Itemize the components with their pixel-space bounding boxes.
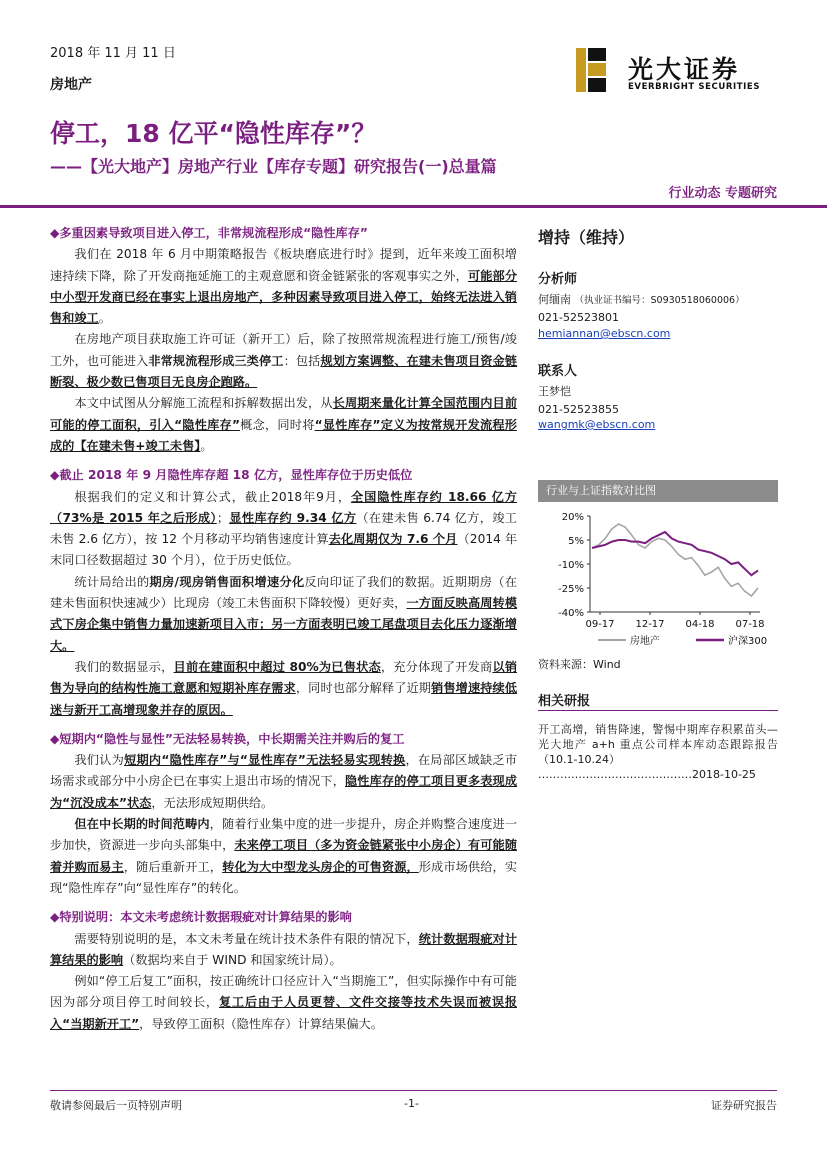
chart-source: 资料来源：Wind	[538, 658, 621, 671]
header-divider	[0, 205, 827, 208]
related-reports-heading: 相关研报	[538, 694, 591, 709]
contact-name: 王梦恺	[538, 385, 571, 398]
sector-label: 房地产	[50, 77, 92, 93]
analyst-cert: （执业证书编号：S0930518060006）	[574, 295, 745, 306]
x-tick-label: 04-18	[685, 619, 715, 630]
y-tick-label: 5%	[568, 536, 584, 547]
paragraph: 我们认为短期内“隐性库存”与“显性库存”无法轻易实现转换，在局部区域缺乏市场需求或部分中小房企已在事实上退出市场的情况下，隐性库存的停工项目更多表现成为“沉没成本”状态，无法形成短期供给。	[50, 753, 518, 810]
legend-label: 沪深300	[728, 636, 768, 647]
logo-text-cn: 光大证券	[628, 55, 741, 84]
diamond-bullet-icon: ◆	[50, 731, 60, 746]
y-tick-label: 20%	[561, 512, 584, 523]
analyst-line	[538, 293, 745, 308]
chart-title: 行业与上证指数对比图	[538, 480, 778, 502]
footer-doc-type: 证券研究报告	[711, 1099, 777, 1112]
legend-label: 房地产	[630, 636, 660, 647]
paragraph: 需要特别说明的是，本文未考量在统计技术条件有限的情况下，统计数据瑕疵对计算结果的影响（数据均来自于 WIND 和国家统计局）。	[50, 931, 518, 967]
y-tick-label: -10%	[558, 560, 584, 571]
y-tick-label: -25%	[558, 584, 584, 595]
x-tick-label: 09-17	[585, 619, 615, 630]
paragraph: 在房地产项目获取施工许可证（新开工）后，除了按照常规流程进行施工/预售/竣工外，也可能进入非常规流程形成三类停工：包括规划方案调整、在建未售项目资金链断裂、极少数已售项目无良房企跑路。	[50, 332, 518, 390]
contact-email-link[interactable]: wangmk@ebscn.com	[538, 418, 656, 431]
x-tick-label: 07-18	[735, 619, 765, 630]
everbright-logo	[576, 48, 776, 96]
section-heading: ◆多重因素导致项目进入停工，非常规流程形成“隐性库存”	[50, 226, 368, 240]
paragraph: 根据我们的定义和计算公式，截止2018年9月，全国隐性库存约 18.66 亿方（73%是 2015 年之后形成）；显性库存约 9.34 亿方（在建未售 6.74 亿方，竣工未售 2.6 亿方），按 12 个月移动平均销售速度计算去化周期仅为 7.6 个月（2014 年末同口径数据超过 30 个月），位于历史低位。	[50, 489, 518, 568]
comparison-chart	[538, 480, 778, 656]
section-heading: ◆短期内“隐性与显性”无法轻易转换，中长期需关注并购后的复工	[50, 731, 405, 746]
paragraph: 统计局给出的期房/现房销售面积增速分化反向印证了我们的数据。近期期房（在建未售面积快速减少）比现房（竣工未售面积下降较慢）更好卖，一方面反映高周转模式下房企集中销售力量加速新项目入市；另一方面表明已竣工尾盘项目去化压力逐渐增大。	[50, 574, 518, 653]
rating: 增持（维持）	[538, 228, 635, 247]
analyst-email-line	[538, 327, 670, 341]
logo-mark-icon	[576, 48, 606, 92]
paragraph: 我们的数据显示，目前在建面积中超过 80%为已售状态，充分体现了开发商以销售为导向的结构性施工意愿和短期补库存需求，同时也部分解释了近期销售增速持续低迷与新开工高增现象并存的原因。	[50, 659, 518, 717]
diamond-bullet-icon: ◆	[50, 226, 60, 240]
chart-svg	[538, 502, 778, 656]
series-line	[592, 532, 758, 575]
logo-text-en: EVERBRIGHT SECURITIES	[628, 82, 761, 92]
report-title: 停工，18 亿平“隐性库存”？	[50, 119, 377, 148]
paragraph: 我们在 2018 年 6 月中期策略报告《板块磨底进行时》提到，近年来竣工面积增速持续下降，除了开发商拖延施工的主观意愿和资金链紧张的客观事实之外，可能部分中小型开发商已经在事实上退出房地产，多种因素导致项目进入停工，始终无法进入销售和竣工。	[50, 247, 518, 326]
report-date: 2018 年 11 月 11 日	[50, 46, 176, 61]
related-divider	[538, 710, 778, 711]
related-report-date: ……………………………………2018-10-25	[538, 768, 756, 781]
report-subtitle: ——【光大地产】房地产行业【库存专题】研究报告(一)总量篇	[50, 157, 497, 176]
series-line	[592, 524, 758, 596]
diamond-bullet-icon: ◆	[50, 910, 60, 925]
section-heading: ◆特别说明：本文未考虑统计数据瑕疵对计算结果的影响	[50, 910, 352, 925]
analyst-name: 何缅南	[538, 293, 571, 306]
y-tick-label: -40%	[558, 608, 584, 619]
analyst-email-link[interactable]: hemiannan@ebscn.com	[538, 327, 671, 340]
contact-phone: 021-52523855	[538, 403, 619, 416]
footer-disclaimer: 敬请参阅最后一页特别声明	[50, 1099, 182, 1112]
analyst-phone: 021-52523801	[538, 311, 619, 324]
analyst-heading: 分析师	[538, 272, 578, 287]
contact-heading: 联系人	[538, 364, 578, 379]
main-body	[50, 220, 517, 1035]
paragraph: 但在中长期的时间范畴内，随着行业集中度的进一步提升，房企并购整合速度进一步加快，资源进一步向头部集中，未来停工项目（多为资金链紧张中小房企）有可能随着并购而易主，随后重新开工，转化为大中型龙头房企的可售资源，形成市场供给，实现“隐性库存”向“显性库存”的转化。	[50, 817, 518, 895]
report-type: 行业动态 专题研究	[668, 186, 777, 201]
x-tick-label: 12-17	[635, 619, 665, 630]
footer-divider	[50, 1090, 777, 1091]
section-heading: ◆截止 2018 年 9 月隐性库存超 18 亿方，显性库存位于历史低位	[50, 468, 413, 483]
diamond-bullet-icon: ◆	[50, 468, 60, 483]
paragraph: 例如“停工后复工”面积，按正确统计口径应计入“当期施工”，但实际操作中有可能因为部分项目停工时间较长，复工后由于人员更替、文件交接等技术失误而被误报入“当期新开工”，导致停工面积（隐性库存）计算结果偏大。	[50, 974, 518, 1031]
page-number: -1-	[404, 1097, 419, 1110]
related-report-link[interactable]: 开工高增，销售降速，警惕中期库存积累苗头— 光大地产 a+h 重点公司样本库动态跟踪报告（10.1-10.24）	[538, 723, 778, 766]
contact-email-line	[538, 418, 655, 432]
paragraph: 本文中试图从分解施工流程和拆解数据出发，从长周期来量化计算全国范围内目前可能的停工面积，引入“隐性库存”概念，同时将“显性库存”定义为按常规开发流程形成的【在建未售+竣工未售】。	[50, 396, 518, 453]
